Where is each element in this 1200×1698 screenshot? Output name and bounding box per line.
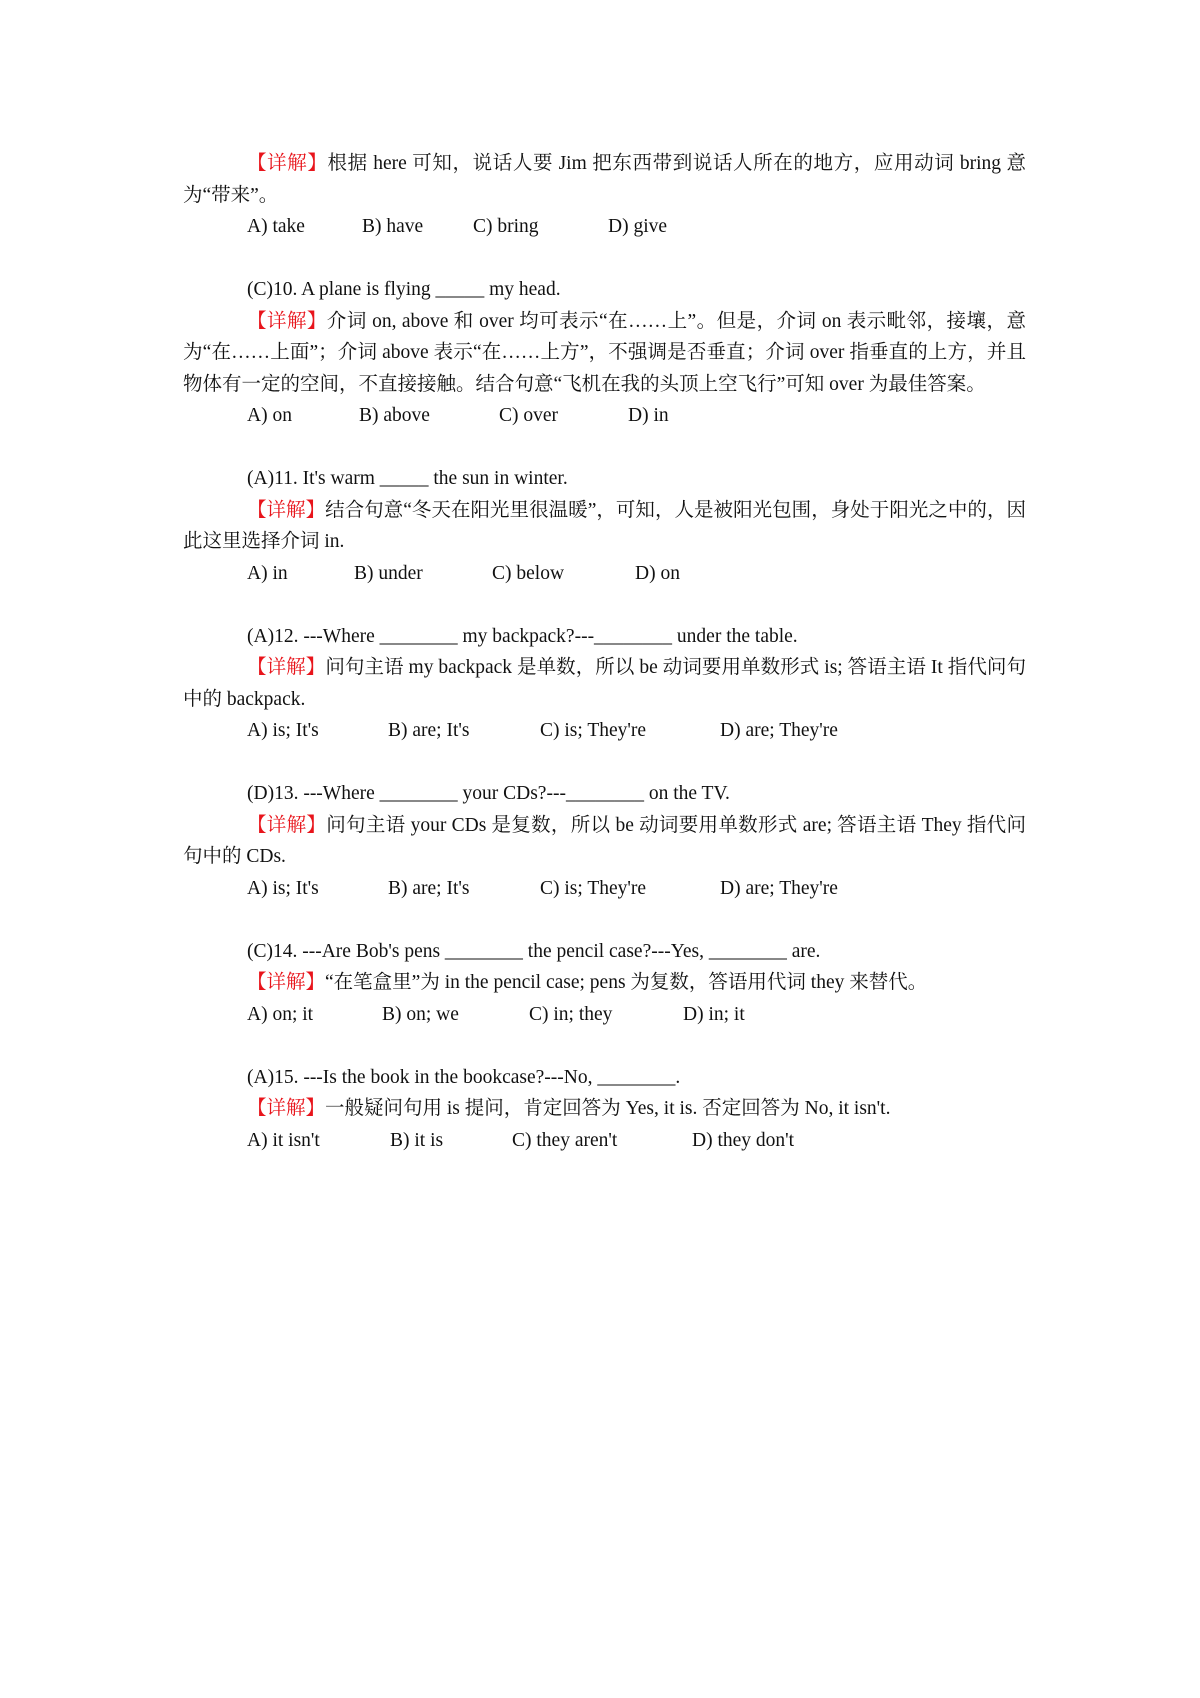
option-c: C) is; They're: [540, 877, 647, 899]
option-b: B) on; we: [382, 1003, 459, 1025]
explanation-tag: 【详解】: [247, 814, 327, 836]
option-a: A) take: [247, 216, 305, 237]
question-12: (A)12. ---Where ________ my backpack?---________ under the table.: [247, 625, 798, 647]
option-d: D) give: [608, 216, 668, 237]
question-14: (C)14. ---Are Bob's pens ________ the pencil case?---Yes, ________ are.: [247, 940, 821, 962]
option-d: D) are; They're: [720, 877, 838, 899]
option-a: A) it isn't: [247, 1129, 320, 1151]
explanation-tag: 【详解】: [247, 310, 327, 332]
option-b: B) are; It's: [388, 720, 470, 741]
option-c: C) is; They're: [540, 720, 647, 741]
option-a: A) on: [247, 405, 292, 426]
explanation-text: 介词 on, above 和 over 均可表示“在……上”。但是，介词 on 表示毗邻，接壤，意为“在……上面”；介词 above 表示“在……上方”，不强调是否垂直；介词 over 指垂直的上方，并且物体有一定的空间，不直接接触。结合句意“飞机在我的头顶上空飞行”可知 over 为最佳答案。: [183, 310, 1026, 395]
explanation-15: [183, 1093, 1026, 1125]
document-content: [183, 148, 1026, 1156]
option-c: C) over: [499, 405, 559, 426]
options-13: [183, 873, 1026, 905]
explanation-tag: 【详解】: [247, 153, 328, 174]
option-b: B) are; It's: [388, 877, 470, 899]
option-b: B) have: [362, 216, 424, 237]
question-11: (A)11. It's warm _____ the sun in winter.: [247, 468, 568, 489]
question-10: (C)10. A plane is flying _____ my head.: [247, 279, 561, 300]
explanation-tag: 【详解】: [247, 499, 326, 521]
question-13: (D)13. ---Where ________ your CDs?---________ on the TV.: [247, 783, 730, 804]
explanation-text: 问句主语 my backpack 是单数，所以 be 动词要用单数形式 is; 答语主语 It 指代问句中的 backpack.: [183, 657, 1026, 710]
option-b: B) it is: [390, 1129, 444, 1151]
options-12: [183, 715, 1026, 747]
option-a: A) is; It's: [247, 720, 319, 741]
option-d: D) in; it: [683, 1003, 745, 1025]
options-11: [183, 558, 1026, 590]
explanation-text: 根据 here 可知，说话人要 Jim 把东西带到说话人所在的地方，应用动词 bring 意为“带来”。: [183, 153, 1026, 206]
explanation-14: [183, 967, 1026, 999]
explanation-text: 结合句意“冬天在阳光里很温暖”，可知，人是被阳光包围，身处于阳光之中的，因此这里选择介词 in.: [183, 499, 1026, 552]
explanation-12: [183, 652, 1026, 715]
explanation-tag: 【详解】: [247, 1098, 326, 1119]
option-d: D) are; They're: [720, 720, 838, 741]
options-14: [183, 999, 1026, 1031]
explanation-text: 一般疑问句用 is 提问，肯定回答为 Yes, it is. 否定回答为 No, it isn't.: [325, 1098, 891, 1119]
option-d: D) on: [635, 562, 680, 584]
explanation-tag: 【详解】: [247, 657, 326, 678]
option-a: A) in: [247, 562, 288, 584]
options-9: [183, 211, 1026, 243]
option-d: D) they don't: [692, 1129, 795, 1151]
explanation-10: [183, 306, 1026, 401]
option-a: A) is; It's: [247, 877, 319, 899]
question-15: (A)15. ---Is the book in the bookcase?---No, ________.: [247, 1066, 681, 1088]
option-c: C) bring: [473, 216, 539, 237]
option-d: D) in: [628, 405, 669, 426]
option-c: C) in; they: [529, 1003, 613, 1025]
explanation-13: [183, 810, 1026, 873]
options-10: [183, 400, 1026, 432]
option-c: C) they aren't: [512, 1129, 618, 1151]
explanation-text: “在笔盒里”为 in the pencil case; pens 为复数，答语用代词 they 来替代。: [325, 972, 928, 993]
explanation-text: 问句主语 your CDs 是复数，所以 be 动词要用单数形式 are; 答语主语 They 指代问句中的 CDs.: [183, 814, 1026, 867]
option-b: B) above: [359, 405, 430, 426]
option-b: B) under: [354, 562, 423, 584]
option-c: C) below: [492, 562, 565, 584]
explanation-11: [183, 495, 1026, 558]
explanation-tag: 【详解】: [247, 972, 326, 993]
explanation-9: [183, 148, 1026, 211]
option-a: A) on; it: [247, 1003, 314, 1025]
options-15: [183, 1125, 1026, 1157]
